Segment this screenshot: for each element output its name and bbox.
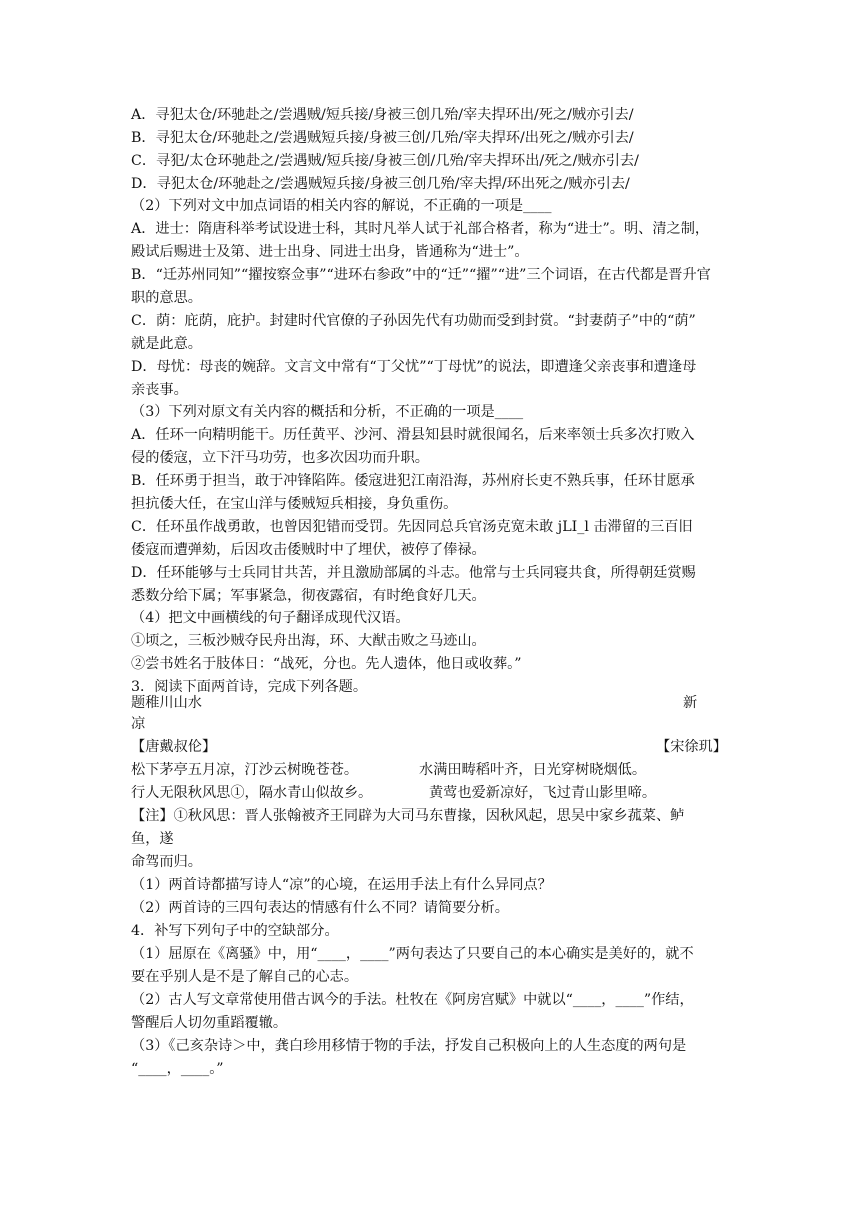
q3-option-b-line1: B．任环勇于担当，敢于冲锋陷阵。倭寇进犯江南沿海，苏州府长吏不熟兵事，任环甘愿承 [131, 473, 695, 489]
q2-option-c-line2: 就是此意。 [131, 336, 202, 352]
section-3-heading: 3．阅读下面两首诗，完成下列各题。 [131, 679, 368, 695]
poem1-author: 【唐戴叔伦】 [131, 739, 217, 755]
poem-question-2: （2）两首诗的三四句表达的情感有什么不同？请简要分析。 [131, 900, 509, 916]
sec4-q2-line1: （2）古人写文章常使用借古讽今的手法。杜牧在《阿房宫赋》中就以“____，____”作结， [131, 992, 694, 1008]
q2-option-c-line1: C．荫：庇荫，庇护。封建时代官僚的子孙因先代有功勋而受到封赏。“封妻荫子”中的“荫” [131, 313, 696, 329]
q4-stem: （4）把文中画横线的句子翻译成现代汉语。 [131, 610, 410, 626]
q3-option-a-line1: A．任环一向精明能干。历任黄平、沙河、滑县知县时就很闻名，后来率领士兵多次打败入 [131, 427, 695, 443]
poem2-line2: 黄莺也爱新凉好，飞过青山影里啼。 [429, 785, 657, 801]
q3-option-d-line1: D．任环能够与士兵同甘共苦，并且激励部属的斗志。他常与士兵同寝共食，所得朝廷赏赐 [131, 565, 696, 581]
q3-stem: （3）下列对原文有关内容的概括和分析，不正确的一项是____ [131, 404, 524, 420]
section-4-heading: 4．补写下列句子中的空缺部分。 [131, 923, 339, 939]
q3-option-c-line1: C．任环虽作战勇敢，也曾因犯错而受罚。先因同总兵官汤克宽未敢 jLI_l 击滞留的三百旧 [131, 519, 693, 535]
q2-option-a-line2: 殿试后赐进士及第、进士出身、同进士出身，皆通称为“进士”。 [131, 244, 529, 260]
q2-option-b-line1: B．“迁苏州同知”“擢按察佥事”“进环右参政”中的“迁”“擢”“进”三个词语，在古代都是晋升官 [131, 267, 711, 283]
poem-note-line3: 命驾而归。 [131, 854, 202, 870]
q4-sentence-1: ①顷之，三板沙贼夺民舟出海，环、大猷击败之马迹山。 [131, 633, 486, 649]
poem-note-line2: 鱼，遂 [131, 831, 174, 847]
q4-sentence-2: ②尝书姓名于肢体日：“战死，分也。先人遗体，他日或收葬。” [131, 656, 522, 672]
q2-stem: （2）下列对文中加点词语的相关内容的解说，不正确的一项是____ [131, 198, 552, 214]
q3-option-b-line2: 担抗倭大任，在宝山洋与倭贼短兵相接，身负重伤。 [131, 496, 458, 512]
poem2-title-part1: 新 [683, 695, 698, 711]
poem1-line2: 行人无限秋风思①，隔水青山似故乡。 [131, 785, 373, 801]
q2-option-d-line2: 亲丧事。 [131, 382, 188, 398]
sec4-q3-line1: （3）《己亥杂诗＞中，龚白珍用移情于物的手法，抒发自己积极向上的人生态度的两句是 [131, 1038, 687, 1054]
q2-option-d-line1: D．母忧：母丧的婉辞。文言文中常有“丁父忧”“丁母忧”的说法，即遭逢父亲丧事和遭逢母 [131, 359, 697, 375]
q1-option-b: B．寻犯太仓/环驰赴之/尝遇贼短兵接/身被三创/几殆/宰夫捍环/出死之/贼亦引去/ [131, 130, 634, 146]
q3-option-c-line2: 倭寇而遭弹劾，后因攻击倭贼时中了埋伏，被停了俸禄。 [131, 542, 486, 558]
q2-option-b-line2: 职的意思。 [131, 290, 202, 306]
sec4-q3-line2: “____，____。” [131, 1061, 224, 1077]
q1-option-a: A．寻犯太仓/环驰赴之/尝遇贼/短兵接/身被三创几殆/宰夫捍环出/死之/贼亦引去/ [131, 107, 634, 123]
poem-note-line1: 【注】①秋风思：晋人张翰被齐王同辟为大司马东曹掾，因秋风起，思吴中家乡菰菜、鲈 [131, 808, 685, 824]
q2-option-a-line1: A．进士：隋唐科举考试设进士科，其时凡举人试于礼部合格者，称为“进士”。明、清之制， [131, 221, 710, 237]
sec4-q1-line2: 要在乎别人是不是了解自己的心志。 [131, 969, 359, 985]
poem2-line1: 水满田畴稻叶齐，日光穿树晓烟低。 [419, 762, 647, 778]
poem1-title: 题稚川山水 [131, 695, 202, 711]
q3-option-d-line2: 悉数分给下属；军事紧急，彻夜露宿，有时绝食好几天。 [131, 588, 486, 604]
q3-option-a-line2: 侵的倭寇，立下汗马功劳，也多次因功而升职。 [131, 450, 429, 466]
poem1-line1: 松下茅亭五月凉，汀沙云树晚苍苍。 [131, 762, 359, 778]
sec4-q2-line2: 警醒后人切勿重蹈覆辙。 [131, 1015, 288, 1031]
sec4-q1-line1: （1）屈原在《离骚》中，用“____，____”两句表达了只要自己的本心确实是美好的，就不 [131, 946, 694, 962]
poem2-title-part2: 凉 [131, 716, 146, 732]
poem2-author: 【宋徐玑】 [656, 739, 727, 755]
q1-option-d: D．寻犯太仓/环驰赴之/尝遇贼短兵接/身被三创几殆/宰夫捍/环出死之/贼亦引去/ [131, 176, 630, 192]
q1-option-c: C．寻犯/太仓环驰赴之/尝遇贼/短兵接/身被三创/几殆/宰夫捍环出/死之/贼亦引去/ [131, 153, 639, 169]
poem-question-1: （1）两首诗都描写诗人“凉”的心境，在运用手法上有什么异同点？ [131, 877, 552, 893]
